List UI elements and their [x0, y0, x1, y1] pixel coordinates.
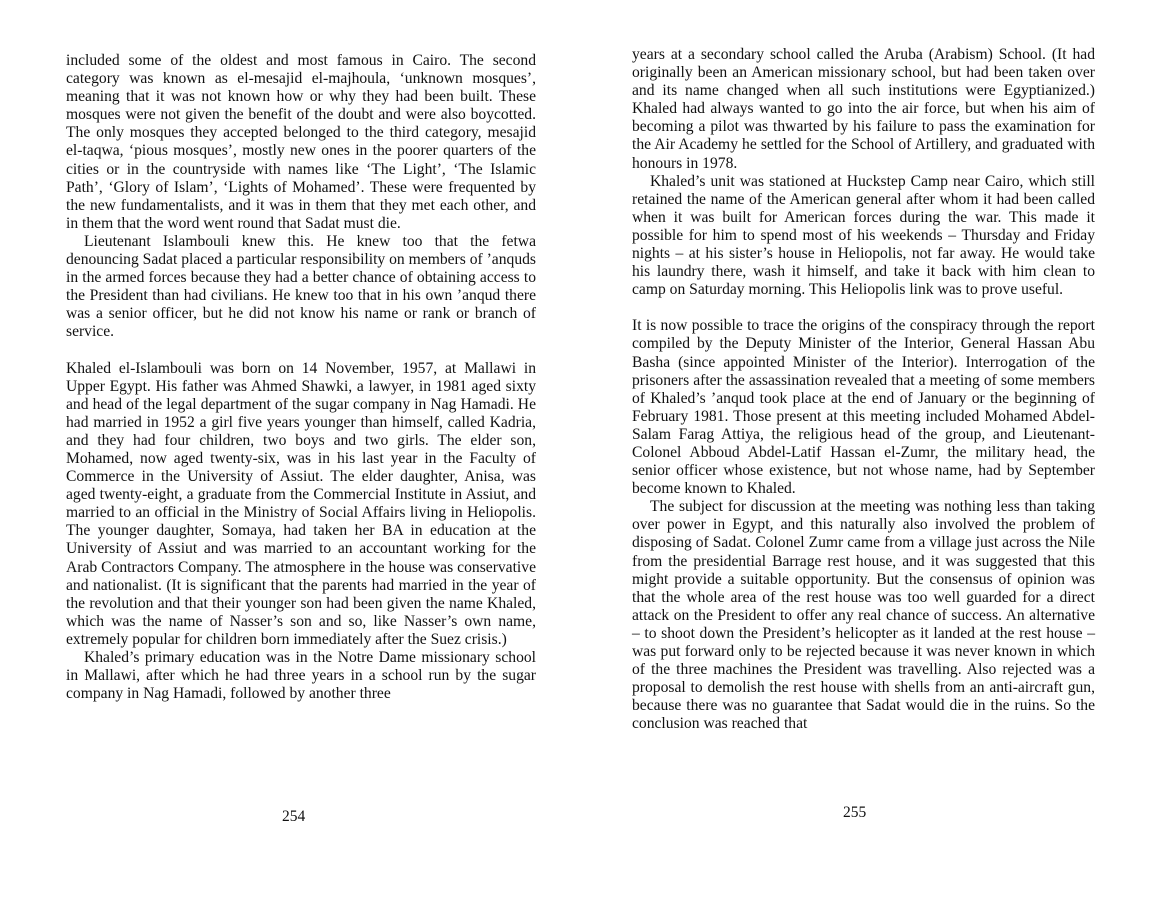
paragraph: included some of the oldest and most famous in Cairo. The second category was known as el-mesajid el-majhoula, ‘unknown mosques’, meaning that it was not known how or why they had been built. These mosques were not given the benefit of the doubt and were also boycotted. The only mosques they accepted belonged to the third category, mesajid el-taqwa, ‘pious mosques’, mostly new ones in the poorer quarters of the cities or in the countryside with names like ‘The Light’, ‘The Islamic Path’, ‘Glory of Islam’, ‘Lights of Mohamed’. These were frequented by the new fundamentalists, and it was in them that they met each other, and in them that the word went round that Sadat must die.	[66, 52, 536, 232]
page-number: 255	[843, 804, 867, 821]
left-text-column	[66, 52, 536, 703]
paragraph: Lieutenant Islambouli knew this. He knew too that the fetwa denouncing Sadat placed a particular responsibility on members of ’anquds in the armed forces because they had a better chance of obtaining access to the President than had civilians. He knew too that in his own ’anqud there was a senior officer, but he did not know his name or rank or branch of service.	[66, 232, 536, 341]
page-number: 254	[282, 808, 306, 825]
paragraph: Khaled’s unit was stationed at Huckstep Camp near Cairo, which still retained the name of the American general after whom it had been called when it was built for American forces during the war. This made it possible for him to spend most of his weekends – Thursday and Friday nights – at his sister’s house in Heliopolis, not far away. He would take his laundry there, wash it himself, and take it back with him clean to camp on Saturday morning. This Heliopolis link was to prove useful.	[632, 172, 1095, 299]
paragraph: years at a secondary school called the Aruba (Arabism) School. (It had originally been an American missionary school, but had been taken over and its name changed when all such institutions were Egyptianized.) Khaled had always wanted to go into the air force, but when his aim of becoming a pilot was thwarted by his failure to pass the examination for the Air Academy he settled for the School of Artillery, and graduated with honours in 1978.	[632, 46, 1095, 172]
paragraph: Khaled’s primary education was in the Notre Dame missionary school in Mallawi, after which he had three years in a school run by the sugar company in Nag Hamadi, followed by another three	[66, 649, 536, 703]
paragraph: The subject for discussion at the meeting was nothing less than taking over power in Egypt, and this naturally also involved the problem of disposing of Sadat. Colonel Zumr came from a village just across the Nile from the presidential Barrage rest house, and it was suggested that this might provide a suitable opportunity. But the consensus of opinion was that the whole area of the rest house was too well guarded for a direct attack on the President to offer any real chance of success. An alternative – to shoot down the President’s helicopter as it landed at the rest house – was put forward only to be rejected because it was never known in which of the three machines the President was travelling. Also rejected was a proposal to demolish the rest house with shells from an anti-aircraft gun, because there was no guarantee that Sadat would die in the ruins. So the conclusion was reached that	[632, 498, 1095, 733]
paragraph: It is now possible to trace the origins of the conspiracy through the report compiled by the Deputy Minister of the Interior, General Hassan Abu Basha (since appointed Minister of the Interior). Interrogation of the prisoners after the assassination revealed that a meeting of some members of Khaled’s ’anqud took place at the end of January or the beginning of February 1981. Those present at this meeting included Mohamed Abdel-Salam Farag Attiya, the religious head of the group, and Lieutenant-Colonel Abboud Abdel-Latif Hassan el-Zumr, the military head, the senior officer whose existence, but not whose name, had by September become known to Khaled.	[632, 317, 1095, 498]
paragraph: Khaled el-Islambouli was born on 14 November, 1957, at Mallawi in Upper Egypt. His father was Ahmed Shawki, a lawyer, in 1981 aged sixty and head of the legal department of the sugar company in Nag Hamadi. He had married in 1952 a girl five years younger than himself, called Kadria, and they had four children, two boys and two girls. The elder son, Mohamed, now aged twenty-six, was in his last year in the Faculty of Commerce in the University of Assiut. The elder daughter, Anisa, was aged twenty-eight, a graduate from the Commercial Institute in Assiut, and married to an official in the Ministry of Social Affairs living in Heliopolis. The younger daughter, Somaya, had taken her BA in education at the University of Assiut and was married to an accountant working for the Arab Contractors Company. The atmosphere in the house was conservative and nationalist. (It is significant that the parents had married in the year of the revolution and that their younger son had been given the name Khaled, which was the name of Nasser’s son and so, like Nasser’s own name, extremely popular for children born immediately after the Suez crisis.)	[66, 359, 536, 648]
right-text-column	[632, 46, 1095, 733]
